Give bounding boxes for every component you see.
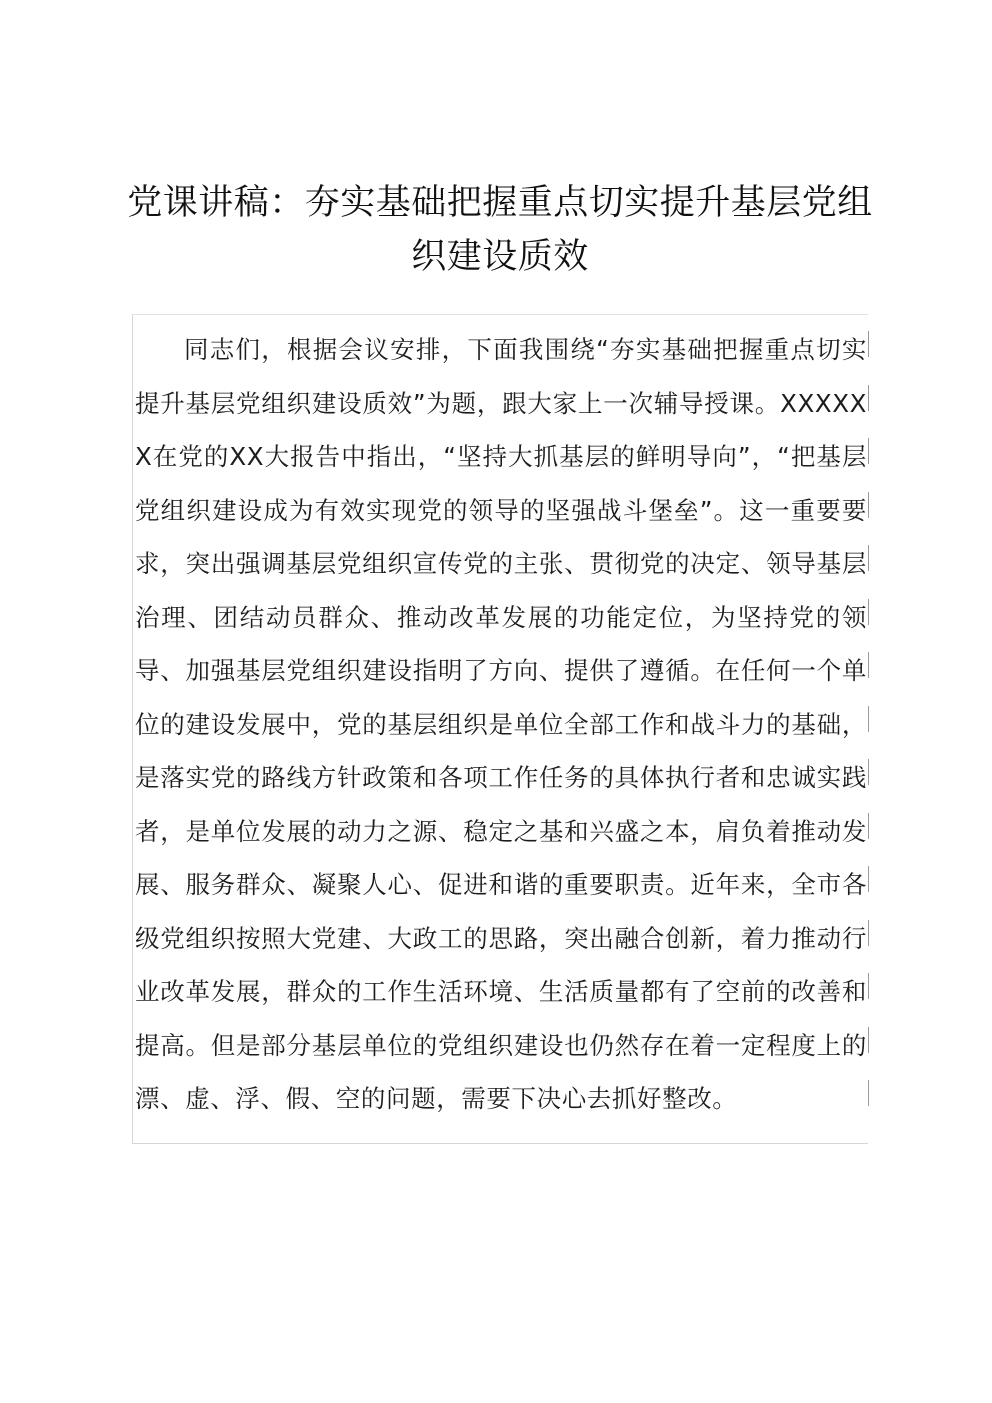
line-edge-mark [868,545,869,571]
line-edge-mark [868,920,869,946]
text-frame [132,314,868,1144]
line-edge-mark [868,385,869,411]
line-edge-mark [868,1080,869,1106]
line-edge-mark [868,599,869,625]
line-edge-mark [868,813,869,839]
document-title: 党课讲稿：夯实基础把握重点切实提升基层党组织建设质效 [127,183,873,277]
line-edge-mark [868,759,869,785]
line-edge-mark [868,331,869,357]
line-edge-mark [868,438,869,464]
line-edge-mark [868,973,869,999]
body-paragraph: 同志们，根据会议安排，下面我围绕“夯实基础把握重点切实提升基层党组织建设质效”为题，跟大家上一次辅导授课。XXXXXX在党的XX大报告中指出，“坚持大抓基层的鲜明导向”，“把基层党组织建设成为有效实现党的领导的坚强战斗堡垒”。这一重要要求，突出强调基层党组织宣传党的主张、贯彻党的决定、领导基层治理、团结动员群众、推动改革发展的功能定位，为坚持党的领导、加强基层党组织建设指明了方向、提供了遵循。在任何一个单位的建设发展中，党的基层组织是单位全部工作和战斗力的基础，是落实党的路线方针政策和各项工作任务的具体执行者和忠诚实践者，是单位发展的动力之源、稳定之基和兴盛之本，肩负着推动发展、服务群众、凝聚人心、促进和谐的重要职责。近年来，全市各级党组织按照大党建、大政工的思路，突出融合创新，着力推动行业改革发展，群众的工作生活环境、生活质量都有了空前的改善和提高。但是部分基层单位的党组织建设也仍然存在着一定程度上的漂、虚、浮、假、空的问题，需要下决心去抓好整改。 [135,335,867,1113]
line-edge-mark [868,706,869,732]
line-edge-mark [868,1027,869,1053]
line-edge-mark [868,866,869,892]
line-edge-mark [868,652,869,678]
line-edge-mark [868,492,869,518]
